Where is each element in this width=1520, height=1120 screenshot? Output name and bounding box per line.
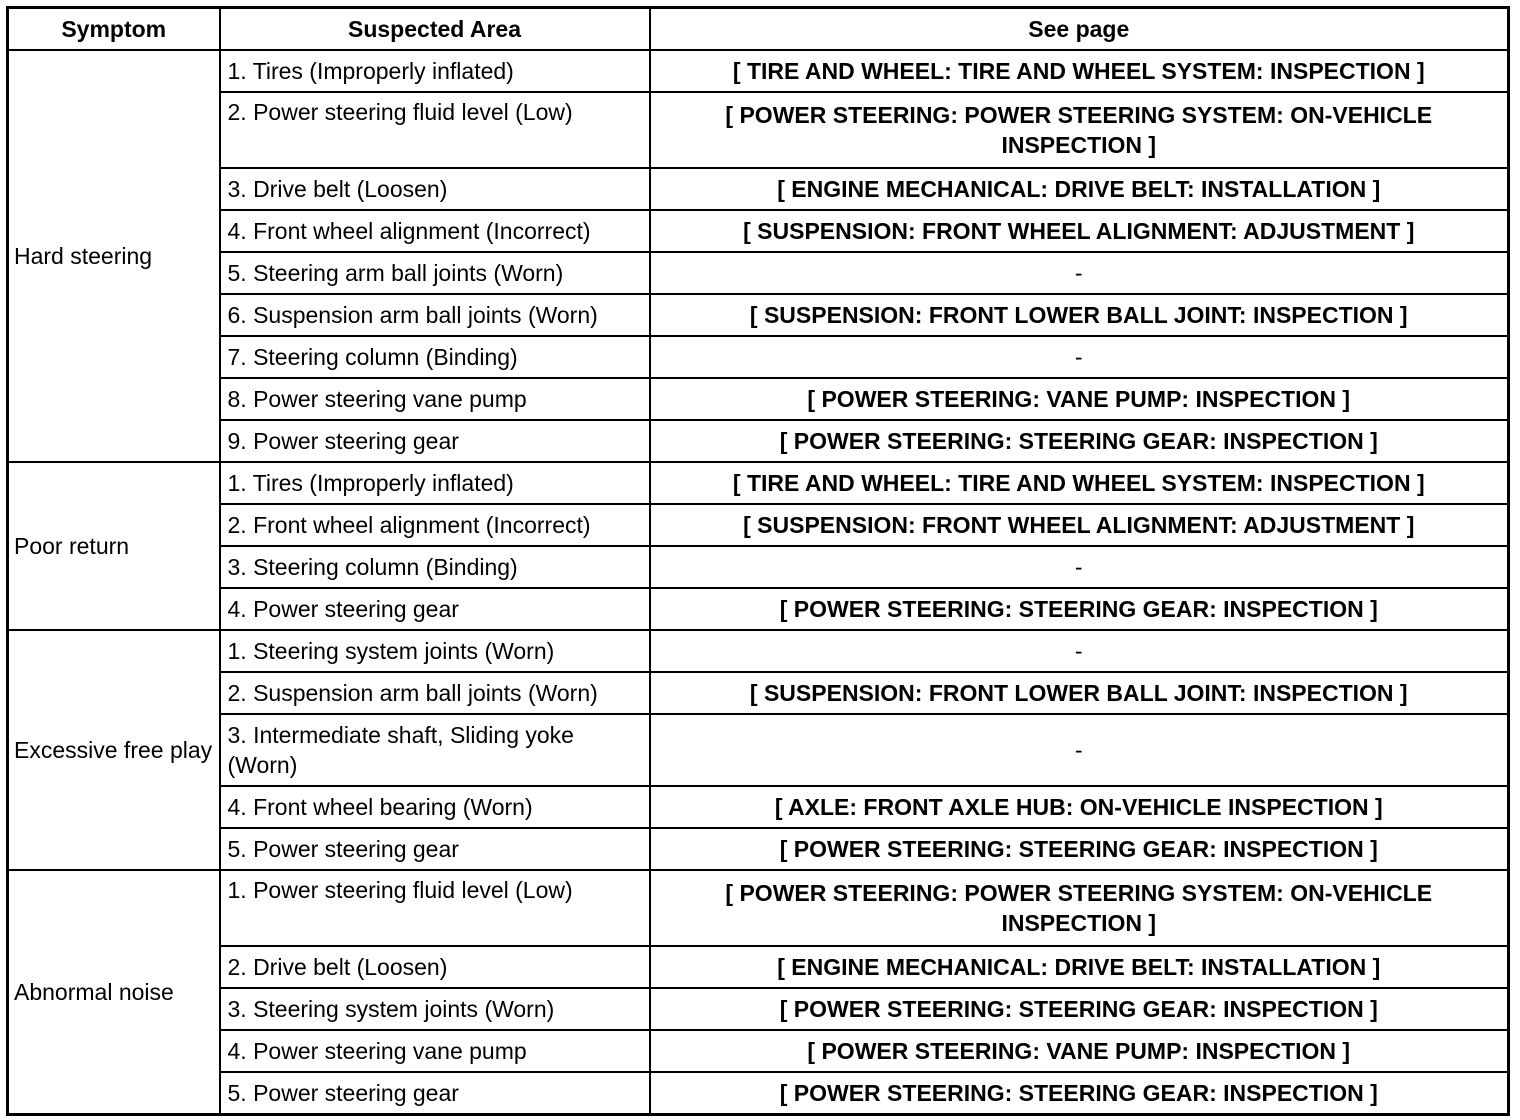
see-page-link[interactable]: [ SUSPENSION: FRONT WHEEL ALIGNMENT: ADJUSTMENT ] <box>650 210 1509 252</box>
table-row <box>8 1072 1509 1115</box>
see-page-link[interactable]: [ TIRE AND WHEEL: TIRE AND WHEEL SYSTEM: INSPECTION ] <box>650 50 1509 92</box>
suspected-area-cell: 3. Drive belt (Loosen) <box>220 168 650 210</box>
header-see-page: See page <box>650 8 1509 51</box>
header-suspected-area: Suspected Area <box>220 8 650 51</box>
table-row <box>8 210 1509 252</box>
see-page-link[interactable]: [ AXLE: FRONT AXLE HUB: ON-VEHICLE INSPECTION ] <box>650 786 1509 828</box>
see-page-link[interactable]: [ ENGINE MECHANICAL: DRIVE BELT: INSTALLATION ] <box>650 946 1509 988</box>
suspected-area-cell: 8. Power steering vane pump <box>220 378 650 420</box>
see-page-link[interactable]: [ POWER STEERING: STEERING GEAR: INSPECTION ] <box>650 420 1509 462</box>
table-row <box>8 588 1509 630</box>
suspected-area-cell: 2. Suspension arm ball joints (Worn) <box>220 672 650 714</box>
symptom-cell: Hard steering <box>8 50 220 462</box>
see-page-cell: - <box>650 714 1509 786</box>
table-row <box>8 1030 1509 1072</box>
table-row <box>8 946 1509 988</box>
suspected-area-cell: 4. Power steering gear <box>220 588 650 630</box>
suspected-area-cell: 4. Front wheel alignment (Incorrect) <box>220 210 650 252</box>
suspected-area-cell: 4. Power steering vane pump <box>220 1030 650 1072</box>
table-row <box>8 870 1509 946</box>
symptom-cell: Poor return <box>8 462 220 630</box>
suspected-area-cell: 1. Power steering fluid level (Low) <box>220 870 650 946</box>
header-row <box>8 8 1509 51</box>
suspected-area-cell: 6. Suspension arm ball joints (Worn) <box>220 294 650 336</box>
suspected-area-cell: 5. Steering arm ball joints (Worn) <box>220 252 650 294</box>
table-row <box>8 630 1509 672</box>
suspected-area-cell: 3. Intermediate shaft, Sliding yoke (Worn) <box>220 714 650 786</box>
suspected-area-cell: 7. Steering column (Binding) <box>220 336 650 378</box>
see-page-link[interactable]: [ SUSPENSION: FRONT WHEEL ALIGNMENT: ADJUSTMENT ] <box>650 504 1509 546</box>
suspected-area-cell: 2. Drive belt (Loosen) <box>220 946 650 988</box>
see-page-link[interactable]: [ TIRE AND WHEEL: TIRE AND WHEEL SYSTEM: INSPECTION ] <box>650 462 1509 504</box>
table-row <box>8 168 1509 210</box>
see-page-cell: - <box>650 630 1509 672</box>
table-row <box>8 50 1509 92</box>
symptom-cell: Abnormal noise <box>8 870 220 1115</box>
symptom-cell: Excessive free play <box>8 630 220 870</box>
see-page-cell: - <box>650 252 1509 294</box>
table-row <box>8 672 1509 714</box>
suspected-area-cell: 9. Power steering gear <box>220 420 650 462</box>
table-row <box>8 786 1509 828</box>
table-row <box>8 462 1509 504</box>
suspected-area-cell: 2. Front wheel alignment (Incorrect) <box>220 504 650 546</box>
table-row <box>8 336 1509 378</box>
suspected-area-cell: 2. Power steering fluid level (Low) <box>220 92 650 168</box>
troubleshooting-table <box>6 6 1510 1116</box>
see-page-cell: - <box>650 546 1509 588</box>
table-row <box>8 546 1509 588</box>
table-row <box>8 828 1509 870</box>
table-row <box>8 92 1509 168</box>
see-page-link[interactable]: [ SUSPENSION: FRONT LOWER BALL JOINT: INSPECTION ] <box>650 672 1509 714</box>
see-page-link[interactable]: [ POWER STEERING: POWER STEERING SYSTEM: ON-VEHICLE INSPECTION ] <box>650 92 1509 168</box>
table-row <box>8 420 1509 462</box>
suspected-area-cell: 5. Power steering gear <box>220 1072 650 1115</box>
troubleshooting-table-wrapper <box>6 6 1507 1116</box>
see-page-link[interactable]: [ POWER STEERING: VANE PUMP: INSPECTION ] <box>650 1030 1509 1072</box>
suspected-area-cell: 3. Steering system joints (Worn) <box>220 988 650 1030</box>
table-row <box>8 714 1509 786</box>
see-page-link[interactable]: [ POWER STEERING: STEERING GEAR: INSPECTION ] <box>650 828 1509 870</box>
suspected-area-cell: 1. Steering system joints (Worn) <box>220 630 650 672</box>
suspected-area-cell: 5. Power steering gear <box>220 828 650 870</box>
suspected-area-cell: 4. Front wheel bearing (Worn) <box>220 786 650 828</box>
table-row <box>8 252 1509 294</box>
suspected-area-cell: 1. Tires (Improperly inflated) <box>220 462 650 504</box>
suspected-area-cell: 3. Steering column (Binding) <box>220 546 650 588</box>
table-row <box>8 378 1509 420</box>
see-page-link[interactable]: [ POWER STEERING: VANE PUMP: INSPECTION ] <box>650 378 1509 420</box>
see-page-link[interactable]: [ ENGINE MECHANICAL: DRIVE BELT: INSTALLATION ] <box>650 168 1509 210</box>
see-page-link[interactable]: [ POWER STEERING: STEERING GEAR: INSPECTION ] <box>650 588 1509 630</box>
table-row <box>8 504 1509 546</box>
see-page-cell: - <box>650 336 1509 378</box>
suspected-area-cell: 1. Tires (Improperly inflated) <box>220 50 650 92</box>
see-page-link[interactable]: [ POWER STEERING: POWER STEERING SYSTEM: ON-VEHICLE INSPECTION ] <box>650 870 1509 946</box>
header-symptom: Symptom <box>8 8 220 51</box>
table-row <box>8 988 1509 1030</box>
see-page-link[interactable]: [ POWER STEERING: STEERING GEAR: INSPECTION ] <box>650 1072 1509 1115</box>
see-page-link[interactable]: [ SUSPENSION: FRONT LOWER BALL JOINT: INSPECTION ] <box>650 294 1509 336</box>
table-row <box>8 294 1509 336</box>
see-page-link[interactable]: [ POWER STEERING: STEERING GEAR: INSPECTION ] <box>650 988 1509 1030</box>
